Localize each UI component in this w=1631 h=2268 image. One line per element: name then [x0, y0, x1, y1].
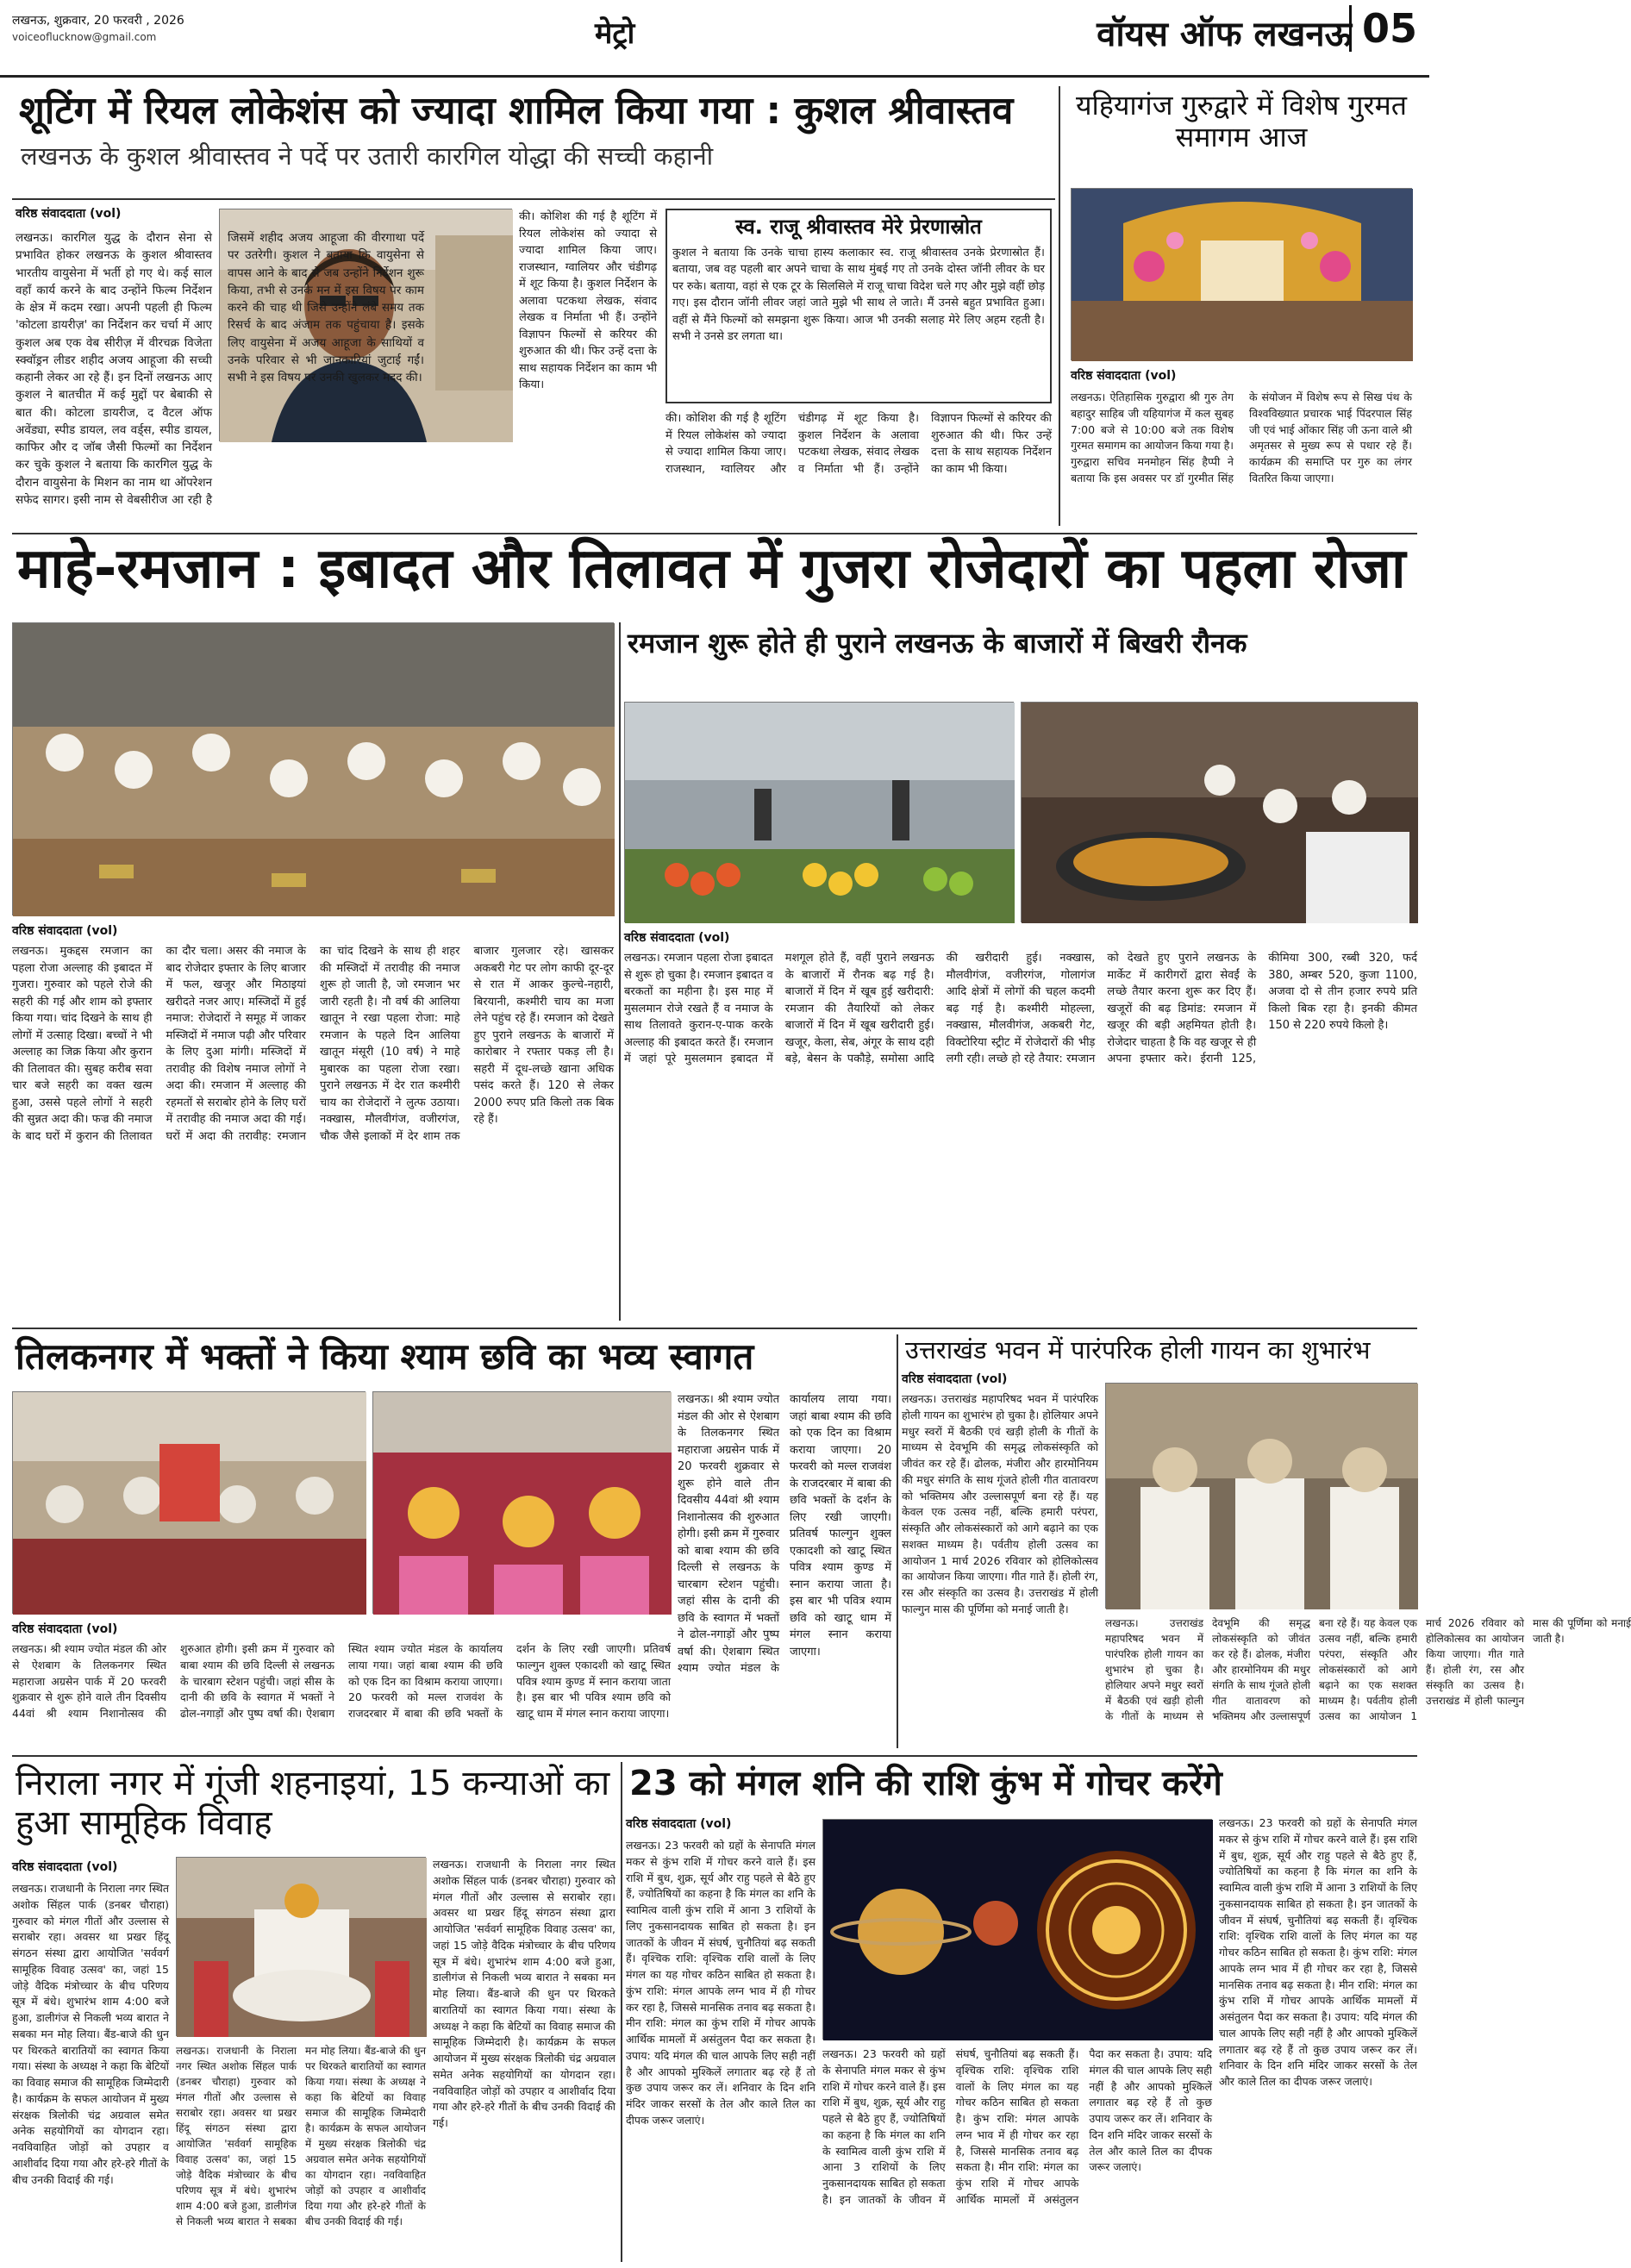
- story-market: [624, 622, 1417, 1321]
- story-kushal-body-2: [519, 209, 657, 519]
- devotees-image: [373, 1392, 672, 1615]
- story-market-headline: रमजान शुरू होते ही पुराने लखनऊ के बाजारों में बिखरी रौनक: [624, 622, 1417, 665]
- masthead: [0, 0, 1429, 78]
- procession-image: [13, 1392, 366, 1615]
- story-vivah-headline: निराला नगर में गूंजी शहनाइयां, 15 कन्याओं का हुआ सामूहिक विवाह: [16, 1764, 610, 1843]
- story-kushal-byline: वरिष्ठ संवाददाता (vol): [16, 207, 122, 221]
- story-mangal-body-3: लखनऊ। 23 फरवरी को ग्रहों के सेनापति मंगल मकर से कुंभ राशि में गोचर करने वाले हैं। इस राशि में बुध, शुक्र, सूर्य और राहु पहले से बैठे हुए हैं, ज्योतिषियों का कहना है कि मंगल का शनि के स्वामित्व वाली कुंभ राशि में आना 3 राशियों के लिए नुकसानदायक साबित हो सकता है। इन जातकों के जीवन में संघर्ष, चुनौतियां बढ़ सकती हैं। वृश्चिक राशि: वृश्चिक राशि वालों के लिए मंगल का यह गोचर कठिन साबित हो सकता है। कुंभ राशि: मंगल आपके लग्न भाव में ही गोचर कर रहा है, जिससे मानसिक तनाव बढ़ सकता है। मीन राशि: मंगल का कुंभ राशि में गोचर आपके आर्थिक मामलों में असंतुलन पैदा कर सकता है। उपाय: यदि मंगल की चाल आपके लिए सही नहीं है और आपको मुश्किलें लगातार बढ़ रहे हैं तो कुछ उपाय जरूर कर लें। शनिवार के दिन शनि मंदिर जाकर सरसों के तेल और काले तिल का दीपक जरूर जलाएं।: [1219, 1816, 1417, 2088]
- fruit-market-photo: [624, 702, 1014, 922]
- story-holi: [902, 1334, 1631, 1748]
- story-holi-body: लखनऊ। उत्तराखंड महापरिषद भवन में पारंपरिक होली गायन का शुभारंभ हो चुका है। होलियार अपने मधुर स्वरों में बैठकी एवं खड़ी होली के गीतों के माध्यम से देवभूमि की समृद्ध लोकसंस्कृति को जीवंत कर रहे हैं। ढोलक, मंजीरा और हारमोनियम की मधुर संगति के साथ गूंजते होली गीत वातावरण को भक्तिमय और उल्लासपूर्ण बना रहे हैं। यह केवल एक उत्सव नहीं, बल्कि हमारी परंपरा, संस्कृति और लोकसंस्कारों को आगे बढ़ाने का एक सशक्त माध्यम है। पर्वतीय होली उत्सव का आयोजन 1 मार्च 2026 रविवार को होलिकोत्सव का आयोजन किया जाएगा। गीत गाते हैं। होली रंग, रस और संस्कृति का उत्सव है। उत्तराखंड में होली फाल्गुन मास की पूर्णिमा को मनाई जाती है।: [902, 1392, 1098, 1615]
- wedding-procession-photo: [176, 1857, 426, 2036]
- shyam-chavi-photo-2: [372, 1391, 671, 1614]
- story-market-body: लखनऊ। रमजान पहला रोजा इबादत से शुरू हो चुका है। रमजान इबादत व बरकतों का महीना है। इस माह में मुसलमान रोजे रखते हैं व नमाज के साथ तिलावते कुरान-ए-पाक करके अल्लाह की इबादत करते हैं। रमजान में जहां पूरे मुसलमान इबादत में मशगूल होते हैं, वहीं पुराने लखनऊ के बाजारों में रौनक बढ़ गई है। बाजारों में दिन में खूब हुई खरीदारी: रमजान की तैयारियों को लेकर बाजारों में दिन में खूब खरीदारी हुई। खजूर, केला, सेब, अंगूर के साथ दही बड़े, बेसन के पकौड़े, समोसा आदि की खरीदारी हुई। नक्खास, मौलवीगंज, वजीरगंज, गोलागंज आदि क्षेत्रों में लोगों की चहल कदमी बढ़ गई है। कश्मीरी मोहल्ला, नक्खास, मौलवीगंज, अकबरी गेट, विक्टोरिया स्ट्रीट में रोजेदारों की भीड़ लगी रही। लच्छे हो रहे तैयार: रमजान को देखते हुए पुराने लखनऊ के मार्केट में कारीगरों द्वारा सेवईं के लच्छे तैयार करना शुरू कर दिए हैं। खजूरों की बढ़ डिमांड: रमजान में खजूर की बड़ी अहमियत होती है। रोजेदार चाहता है कि वह खजूर से ही अपना इफ्तार करे। ईरानी 125, कीमिया 300, रब्बी 320, फर्द 380, अम्बर 520, कुजा 1100, अजवा दो से तीन हजार रुपये प्रति किलो बिक रहा है। इनकी कीमत 150 से 220 रुपये किलो है।: [624, 952, 1417, 1065]
- zodiac-image: [823, 1820, 1213, 2040]
- section-name: मेट्रो: [595, 16, 635, 51]
- story-vivah-body: लखनऊ। राजधानी के निराला नगर स्थित अशोक सिंहल पार्क (डनबर चौराहा) गुरुवार को मंगल गीतों और उल्लास से सराबोर रहा। अवसर था प्रखर हिंदू संगठन संस्था द्वारा आयोजित 'सर्ववर्ग सामूहिक विवाह उत्सव' का, जहां 15 जोड़े वैदिक मंत्रोच्चार के बीच परिणय सूत्र में बंधे। शुभारंभ शाम 4:00 बजे हुआ, डालीगंज से निकली भव्य बारात ने सबका मन मोह लिया। बैंड-बाजे की धुन पर थिरकते बारातियों का स्वागत किया गया। संस्था के अध्यक्ष ने कहा कि बेटियों का विवाह समाज की सामूहिक जिम्मेदारी है। कार्यक्रम के सफल आयोजन में मुख्य संरक्षक त्रिलोकी चंद्र अग्रवाल समेत अनेक सहयोगियों का योगदान रहा। नवविवाहित जोड़ों को उपहार व आशीर्वाद दिया गया और हरे-हरे गीतों के बीच उनकी विदाई की गई।: [12, 1882, 169, 2186]
- holi-singers-photo: [1105, 1383, 1417, 1609]
- singers-image: [1106, 1384, 1418, 1609]
- planets-zodiac-photo: [822, 1819, 1212, 2040]
- iftar-image: [13, 623, 615, 916]
- story-ramzan-byline: वरिष्ठ संवाददाता (vol): [12, 924, 118, 938]
- story-tilaknagar: [12, 1334, 891, 1748]
- gurudwara-photo: [1071, 188, 1412, 360]
- story-vivah-byline: वरिष्ठ संवाददाता (vol): [12, 1860, 118, 1874]
- iftar-gathering-photo: [12, 622, 614, 915]
- story-holi-byline: वरिष्ठ संवाददाता (vol): [902, 1372, 1008, 1386]
- story-mangal-headline: 23 को मंगल शनि की राशि कुंभ में गोचर करेंगे: [629, 1764, 1222, 1803]
- story-ramzan-headline-band: [12, 538, 1417, 615]
- masthead-email: voiceoflucknow@gmail.com: [12, 31, 157, 43]
- story-mangal: [626, 1762, 1417, 2262]
- stall-image: [1022, 703, 1418, 923]
- story-ramzan: [12, 622, 614, 1321]
- masthead-date: लखनऊ, शुक्रवार, 20 फरवरी , 2026: [12, 14, 184, 28]
- shyam-chavi-photo-1: [12, 1391, 366, 1614]
- raju-box-text: कुशल ने बताया कि उनके चाचा हास्य कलाकार स्व. राजू श्रीवास्तव उनके प्रेरणास्रोत हैं। बताया, जब वह पहली बार अपने चाचा के साथ मुंबई गए तो उनके दोस्त जॉनी लीवर के घर पर रुके। बताया, वहां से एक टूर के सिलसिले में राजू चाचा विदेश चले गए और मुझे वहीं छोड़ गए। इस दौरान जॉनी लीवर जहां जाते मुझे भी साथ ले जाते। मैं उनसे बहुत प्रभावित हुआ। वहीं से मैंने फिल्मों को समझना शुरू किया। आज भी उनकी सलाह मेरे लिए अहम रहती है। सभी ने उनसे डर लगता था।: [672, 246, 1045, 344]
- food-stall-photo: [1021, 702, 1417, 922]
- wedding-image: [177, 1858, 427, 2037]
- brand-logo: वॉयस ऑफ लखनऊ: [1097, 15, 1352, 54]
- story-mangal-body: लखनऊ। 23 फरवरी को ग्रहों के सेनापति मंगल मकर से कुंभ राशि में गोचर करने वाले हैं। इस राशि में बुध, शुक्र, सूर्य और राहु पहले से बैठे हुए हैं, ज्योतिषियों का कहना है कि मंगल का शनि के स्वामित्व वाली कुंभ राशि में आना 3 राशियों के लिए नुकसानदायक साबित हो सकता है। इन जातकों के जीवन में संघर्ष, चुनौतियां बढ़ सकती हैं। वृश्चिक राशि: वृश्चिक राशि वालों के लिए मंगल का यह गोचर कठिन साबित हो सकता है। कुंभ राशि: मंगल आपके लग्न भाव में ही गोचर कर रहा है, जिससे मानसिक तनाव बढ़ सकता है। मीन राशि: मंगल का कुंभ राशि में गोचर आपके आर्थिक मामलों में असंतुलन पैदा कर सकता है। उपाय: यदि मंगल की चाल आपके लिए सही नहीं है और आपको मुश्किलें लगातार बढ़ रहे हैं तो कुछ उपाय जरूर कर लें। शनिवार के दिन शनि मंदिर जाकर सरसों के तेल और काले तिल का दीपक जरूर जलाएं।: [626, 1839, 816, 2127]
- story-tilaknagar-headline: तिलकनगर में भक्तों ने किया श्याम छवि का भव्य स्वागत: [16, 1335, 754, 1378]
- story-kushal-subhead: लखनऊ के कुशल श्रीवास्तव ने पर्दे पर उतारी कारगिल योद्धा की सच्ची कहानी: [21, 141, 714, 171]
- story-kushal: [12, 86, 1055, 526]
- story-tilaknagar-side: लखनऊ। श्री श्याम ज्योत मंडल की ओर से ऐशबाग के तिलकनगर स्थित महाराजा अग्रसेन पार्क में 20 फरवरी शुक्रवार से शुरू होने वाले तीन दिवसीय 44वां श्री श्याम निशानोत्सव की शुरुआत होगी। इसी क्रम में गुरुवार को बाबा श्याम की छवि दिल्ली से लखनऊ के चारबाग स्टेशन पहुंची। जहां सीस के दानी की छवि के स्वागत में भक्तों ने ढोल-नगाड़ों और पुष्प वर्षा की। ऐशबाग स्थित श्याम ज्योत मंडल के कार्यालय लाया गया। जहां बाबा श्याम की छवि को एक दिन का विश्राम कराया जाएगा। 20 फरवरी को मल्ल राजवंश के राजदरबार में बाबा की छवि भक्तों के दर्शन के लिए रखी जाएगी। प्रतिवर्ष फाल्गुन शुक्ल एकादशी को खाटू स्थित पवित्र श्याम कुण्ड में स्नान कराया जाता है। इस बार भी पवित्र श्याम छवि को खाटू धाम में मंगल स्नान कराया जाएगा।: [678, 1393, 891, 1675]
- raju-box: [666, 209, 1052, 403]
- story-mangal-body-2: लखनऊ। 23 फरवरी को ग्रहों के सेनापति मंगल मकर से कुंभ राशि में गोचर करने वाले हैं। इस राशि में बुध, शुक्र, सूर्य और राहु पहले से बैठे हुए हैं, ज्योतिषियों का कहना है कि मंगल का शनि के स्वामित्व वाली कुंभ राशि में आना 3 राशियों के लिए नुकसानदायक साबित हो सकता है। इन जातकों के जीवन में संघर्ष, चुनौतियां बढ़ सकती हैं। वृश्चिक राशि: वृश्चिक राशि वालों के लिए मंगल का यह गोचर कठिन साबित हो सकता है। कुंभ राशि: मंगल आपके लग्न भाव में ही गोचर कर रहा है, जिससे मानसिक तनाव बढ़ सकता है। मीन राशि: मंगल का कुंभ राशि में गोचर आपके आर्थिक मामलों में असंतुलन पैदा कर सकता है। उपाय: यदि मंगल की चाल आपके लिए सही नहीं है और आपको मुश्किलें लगातार बढ़ रहे हैं तो कुछ उपाय जरूर कर लें। शनिवार के दिन शनि मंदिर जाकर सरसों के तेल और काले तिल का दीपक जरूर जलाएं।: [822, 2047, 1212, 2206]
- story-vivah-body-2: लखनऊ। राजधानी के निराला नगर स्थित अशोक सिंहल पार्क (डनबर चौराहा) गुरुवार को मंगल गीतों और उल्लास से सराबोर रहा। अवसर था प्रखर हिंदू संगठन संस्था द्वारा आयोजित 'सर्ववर्ग सामूहिक विवाह उत्सव' का, जहां 15 जोड़े वैदिक मंत्रोच्चार के बीच परिणय सूत्र में बंधे। शुभारंभ शाम 4:00 बजे हुआ, डालीगंज से निकली भव्य बारात ने सबका मन मोह लिया। बैंड-बाजे की धुन पर थिरकते बारातियों का स्वागत किया गया। संस्था के अध्यक्ष ने कहा कि बेटियों का विवाह समाज की सामूहिक जिम्मेदारी है। कार्यक्रम के सफल आयोजन में मुख्य संरक्षक त्रिलोकी चंद्र अग्रवाल समेत अनेक सहयोगियों का योगदान रहा। नवविवाहित जोड़ों को उपहार व आशीर्वाद दिया गया और हरे-हरे गीतों के बीच उनकी विदाई की गई।: [433, 1858, 616, 2129]
- story-mangal-byline: वरिष्ठ संवाददाता (vol): [626, 1817, 732, 1831]
- story-kushal-headline: शूटिंग में रियल लोकेशंस को ज्यादा शामिल किया गया : कुशल श्रीवास्तव: [19, 89, 1014, 133]
- story-tilaknagar-body: लखनऊ। श्री श्याम ज्योत मंडल की ओर से ऐशबाग के तिलकनगर स्थित महाराजा अग्रसेन पार्क में 20 फरवरी शुक्रवार से शुरू होने वाले तीन दिवसीय 44वां श्री श्याम निशानोत्सव की शुरुआत होगी। इसी क्रम में गुरुवार को बाबा श्याम की छवि दिल्ली से लखनऊ के चारबाग स्टेशन पहुंची। जहां सीस के दानी की छवि के स्वागत में भक्तों ने ढोल-नगाड़ों और पुष्प वर्षा की। ऐशबाग स्थित श्याम ज्योत मंडल के कार्यालय लाया गया। जहां बाबा श्याम की छवि को एक दिन का विश्राम कराया जाएगा। 20 फरवरी को मल्ल राजवंश के राजदरबार में बाबा की छवि भक्तों के दर्शन के लिए रखी जाएगी। प्रतिवर्ष फाल्गुन शुक्ल एकादशी को खाटू स्थित पवित्र श्याम कुण्ड में स्नान कराया जाता है। इस बार भी पवित्र श्याम छवि को खाटू धाम में मंगल स्नान कराया जाएगा।: [12, 1642, 671, 1720]
- story-vivah: [12, 1762, 616, 2262]
- story-tilaknagar-byline: वरिष्ठ संवाददाता (vol): [12, 1622, 118, 1636]
- market-image: [625, 703, 1015, 923]
- story-kushal-cont: की। कोशिश की गई है शूटिंग में रियल लोकेशंस को ज्यादा से ज्यादा शामिल किया जाए। राजस्थान, ग्वालियर और चंडीगढ़ में शूट किया है। कुशल निर्देशन के अलावा पटकथा लेखक, संवाद लेखक व निर्माता भी हैं। उन्होंने विज्ञापन फिल्मों से करियर की शुरुआत की थी। फिर उन्हें दत्ता के साथ सहायक निर्देशन का काम भी किया।: [519, 210, 657, 391]
- story-ramzan-body: लखनऊ। मुकद्दस रमजान का पहला रोजा अल्लाह की इबादत में गुजरा। गुरुवार को पहले रोजे की सहरी की गई और शाम को इफ्तार किया गया। चांद दिखने के साथ ही लोगों में उत्साह दिखा। बच्चों ने भी अल्लाह का जिक्र किया और कुरान की तिलावत की। सुबह करीब सवा चार बजे सहरी का वक्त खत्म हुआ, उससे पहले लोगों ने सहरी की सुन्नत अदा की। फज्र की नमाज के बाद घरों में कुरान की तिलावत का दौर चला। असर की नमाज के बाद रोजेदार इफ्तार के लिए बाजार में फल, खजूर और मिठाइयां खरीदते नजर आए। मस्जिदों में हुई नमाज: रोजेदारों ने समूह में जाकर मस्जिदों में नमाज पढ़ी और परिवार के लिए दुआ मांगी। मस्जिदों में तरावीह की विशेष नमाज लोगों ने अदा की। रमजान में अल्लाह की रहमतों से सराबोर होने के लिए घरों में तरावीह की नमाज अदा की गई। घरों में अदा की तरावीह: रमजान का चांद दिखने के साथ ही शहर की मस्जिदों में तरावीह की नमाज शुरू हो जाती है, जो रमजान भर जारी रहती है। नौ वर्ष की आलिया खातून ने रखा पहला रोजा: माहे रमजान के पहले दिन आलिया खातून मंसूरी (10 वर्ष) ने माहे मुबारक का पहला रोजा रखा। पुराने लखनऊ में देर रात कश्मीरी चाय का रोजेदारों ने लुत्फ उठाया। नक्खास, मौलवीगंज, वजीरगंज, चौक जैसे इलाकों में देर शाम तक बाजार गुलजार रहे। खासकर अकबरी गेट पर लोग काफी दूर-दूर से रात में आकर कुल्चे-नहारी, बिरयानी, कश्मीरी चाय का मजा लेने पहुंच रहे हैं। रमजान को देखते हुए पुराने लखनऊ के बाजारों में कारोबार ने रफ्तार पकड़ ली है। सहरी में दूध-लच्छे खाना अधिक पसंद करते हैं। 120 से लेकर 2000 रुपए प्रति किलो तक बिक रहे हैं।: [12, 945, 614, 1143]
- story-ramzan-headline: माहे-रमजान : इबादत और तिलावत में गुजरा रोजेदारों का पहला रोजा: [17, 537, 1406, 601]
- story-gurudwara: [1065, 86, 1417, 526]
- story-holi-headline: उत्तराखंड भवन में पारंपरिक होली गायन का शुभारंभ: [905, 1335, 1371, 1365]
- story-gurudwara-headline: यहियागंज गुरुद्वारे में विशेष गुरमत समागम आज: [1075, 89, 1408, 153]
- story-kushal-tail: की। कोशिश की गई है शूटिंग में रियल लोकेशंस को ज्यादा से ज्यादा शामिल किया जाए। राजस्थान, ग्वालियर और चंडीगढ़ में शूट किया है। कुशल निर्देशन के अलावा पटकथा लेखक, संवाद लेखक व निर्माता भी हैं। उन्होंने विज्ञापन फिल्मों से करियर की शुरुआत की थी। फिर उन्हें दत्ता के साथ सहायक निर्देशन का काम भी किया।: [666, 412, 1052, 476]
- story-gurudwara-body: लखनऊ। ऐतिहासिक गुरुद्वारा श्री गुरु तेग बहादुर साहिब जी यहियागंज में कल सुबह 7:00 बजे से 10:00 बजे तक विशेष गुरमत समागम का आयोजन किया गया है। गुरुद्वारा सचिव मनमोहन सिंह हैप्पी ने बताया कि इस अवसर पर डॉ गुरमीत सिंह के संयोजन में विशेष रूप से सिख पंथ के विश्वविख्यात प्रचारक भाई पिंदरपाल सिंह जी एवं भाई ओंकार सिंह जी ऊना वाले श्री अमृतसर से मुख्य रूप से पधार रहे हैं। कार्यक्रम की समाप्ति पर गुरु का लंगर वितरित किया जाएगा।: [1071, 390, 1412, 484]
- raju-box-title: स्व. राजू श्रीवास्तव मेरे प्रेरणास्रोत: [735, 215, 982, 239]
- story-gurudwara-byline: वरिष्ठ संवाददाता (vol): [1071, 369, 1177, 383]
- page-number: 05: [1349, 5, 1417, 52]
- story-holi-body-2: लखनऊ। उत्तराखंड महापरिषद भवन में पारंपरिक होली गायन का शुभारंभ हो चुका है। होलियार अपने मधुर स्वरों में बैठकी एवं खड़ी होली के गीतों के माध्यम से देवभूमि की समृद्ध लोकसंस्कृति को जीवंत कर रहे हैं। ढोलक, मंजीरा और हारमोनियम की मधुर संगति के साथ गूंजते होली गीत वातावरण को भक्तिमय और उल्लासपूर्ण बना रहे हैं। यह केवल एक उत्सव नहीं, बल्कि हमारी परंपरा, संस्कृति और लोकसंस्कारों को आगे बढ़ाने का एक सशक्त माध्यम है। पर्वतीय होली उत्सव का आयोजन 1 मार्च 2026 रविवार को होलिकोत्सव का आयोजन किया जाएगा। गीत गाते हैं। होली रंग, रस और संस्कृति का उत्सव है। उत्तराखंड में होली फाल्गुन मास की पूर्णिमा को मनाई जाती है।: [1105, 1617, 1631, 1722]
- story-kushal-body: लखनऊ। कारगिल युद्ध के दौरान सेना से प्रभावित होकर लखनऊ के कुशल श्रीवास्तव भारतीय वायुसेना में भर्ती हो गए थे। कई साल वहाँ कार्य करने के बाद उन्होंने फिल्म निर्देशन के क्षेत्र में कदम रखा। अपनी पहली ही फिल्म 'कोटला डायरीज़' का निर्देशन कर चर्चा में आए कुशल अब एक वेब सीरीज़ में वीरचक्र विजेता स्क्वॉड्रन लीडर शहीद अजय आहूजा की सच्ची कहानी लेकर आ रहे हैं। इन दिनों लखनऊ आए कुशल ने बातचीत में कई मुद्दों पर बेबाकी से बात की। कोटला डायरीज, द वैटल ऑफ अवेंड्या, स्पीड डायल, लव वर्ड्स, स्पीड डायल, काफिर और द जॉब जैसी फिल्मों का निर्देशन कर चुके कुशल ने बताया कि कारगिल युद्ध के दौरान वायुसेना के मिशन का नाम था ऑपरेशन सफेद सागर। इसी नाम से वेबसीरीज आ रही है: [16, 231, 212, 507]
- gurudwara-image: [1072, 189, 1413, 361]
- story-market-byline: वरिष्ठ संवाददाता (vol): [624, 931, 730, 945]
- story-vivah-body-3: लखनऊ। राजधानी के निराला नगर स्थित अशोक सिंहल पार्क (डनबर चौराहा) गुरुवार को मंगल गीतों और उल्लास से सराबोर रहा। अवसर था प्रखर हिंदू संगठन संस्था द्वारा आयोजित 'सर्ववर्ग सामूहिक विवाह उत्सव' का, जहां 15 जोड़े वैदिक मंत्रोच्चार के बीच परिणय सूत्र में बंधे। शुभारंभ शाम 4:00 बजे हुआ, डालीगंज से निकली भव्य बारात ने सबका मन मोह लिया। बैंड-बाजे की धुन पर थिरकते बारातियों का स्वागत किया गया। संस्था के अध्यक्ष ने कहा कि बेटियों का विवाह समाज की सामूहिक जिम्मेदारी है। कार्यक्रम के सफल आयोजन में मुख्य संरक्षक त्रिलोकी चंद्र अग्रवाल समेत अनेक सहयोगियों का योगदान रहा। नवविवाहित जोड़ों को उपहार व आशीर्वाद दिया गया और हरे-हरे गीतों के बीच उनकी विदाई की गई।: [176, 2045, 426, 2227]
